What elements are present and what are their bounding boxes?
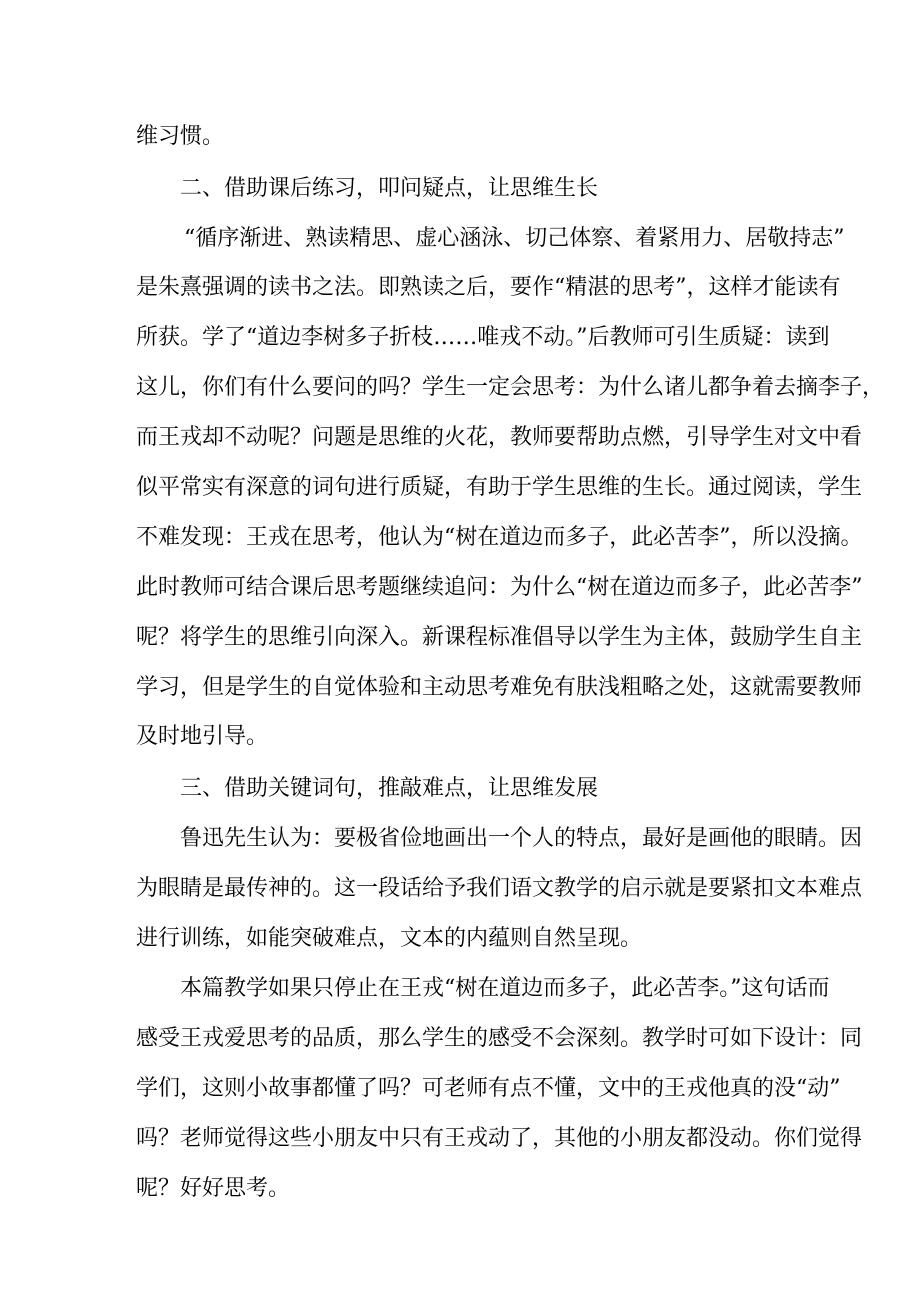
text-line: 是朱熹强调的读书之法。即熟读之后，要作“精湛的思考”，这样才能读有: [136, 275, 841, 300]
text-line: 似平常实有深意的词句进行质疑，有助于学生思维的生长。通过阅读，学生: [136, 475, 863, 500]
text-line: 而王戎却不动呢？问题是思维的火花，教师要帮助点燃，引导学生对文中看: [136, 425, 863, 450]
text-line: 呢？将学生的思维引向深入。新课程标准倡导以学生为主体，鼓励学生自主: [136, 625, 863, 650]
text-line: 吗？老师觉得这些小朋友中只有王戎动了，其他的小朋友都没动。你们觉得: [136, 1126, 863, 1151]
text-line: 学习，但是学生的自觉体验和主动思考难免有肤浅粗略之处，这就需要教师: [136, 675, 863, 700]
text-line: 进行训练，如能突破难点，文本的内蕴则自然呈现。: [136, 926, 643, 951]
text-line: 不难发现：王戎在思考，他认为“树在道边而多子，此必苦李”，所以没摘。: [136, 525, 863, 550]
text-line: 为眼睛是最传神的。这一段话给予我们语文教学的启示就是要紧扣文本难点: [136, 876, 863, 901]
text-line: 感受王戎爱思考的品质，那么学生的感受不会深刻。教学时可如下设计：同: [136, 1026, 863, 1051]
text-line: 学们，这则小故事都懂了吗？可老师有点不懂，文中的王戎他真的没“动”: [136, 1076, 841, 1101]
text-line: 本篇教学如果只停止在王戎“树在道边而多子，此必苦李。”这句话而: [180, 976, 830, 1001]
text-line: 及时地引导。: [136, 724, 269, 749]
text-line: 呢？好好思考。: [136, 1176, 291, 1201]
text-line: 这儿，你们有什么要问的吗？学生一定会思考：为什么诸儿都争着去摘李子，: [136, 375, 885, 400]
section-heading-3: 三、借助关键词句，推敲难点，让思维发展: [180, 776, 599, 801]
text-line: “循序渐进、熟读精思、虚心涵泳、切己体察、着紧用力、居敬持志”: [184, 226, 845, 251]
text-line: 维习惯。: [136, 124, 225, 149]
section-heading-2: 二、借助课后练习，叩问疑点，让思维生长: [180, 176, 599, 201]
text-line: 此时教师可结合课后思考题继续追问：为什么“树在道边而多子，此必苦李”: [136, 575, 863, 600]
text-line: 鲁迅先生认为：要极省俭地画出一个人的特点，最好是画他的眼睛。因: [180, 826, 863, 851]
text-line: 所获。学了“道边李树多子折枝……唯戎不动。”后教师可引生质疑：读到: [136, 325, 830, 350]
